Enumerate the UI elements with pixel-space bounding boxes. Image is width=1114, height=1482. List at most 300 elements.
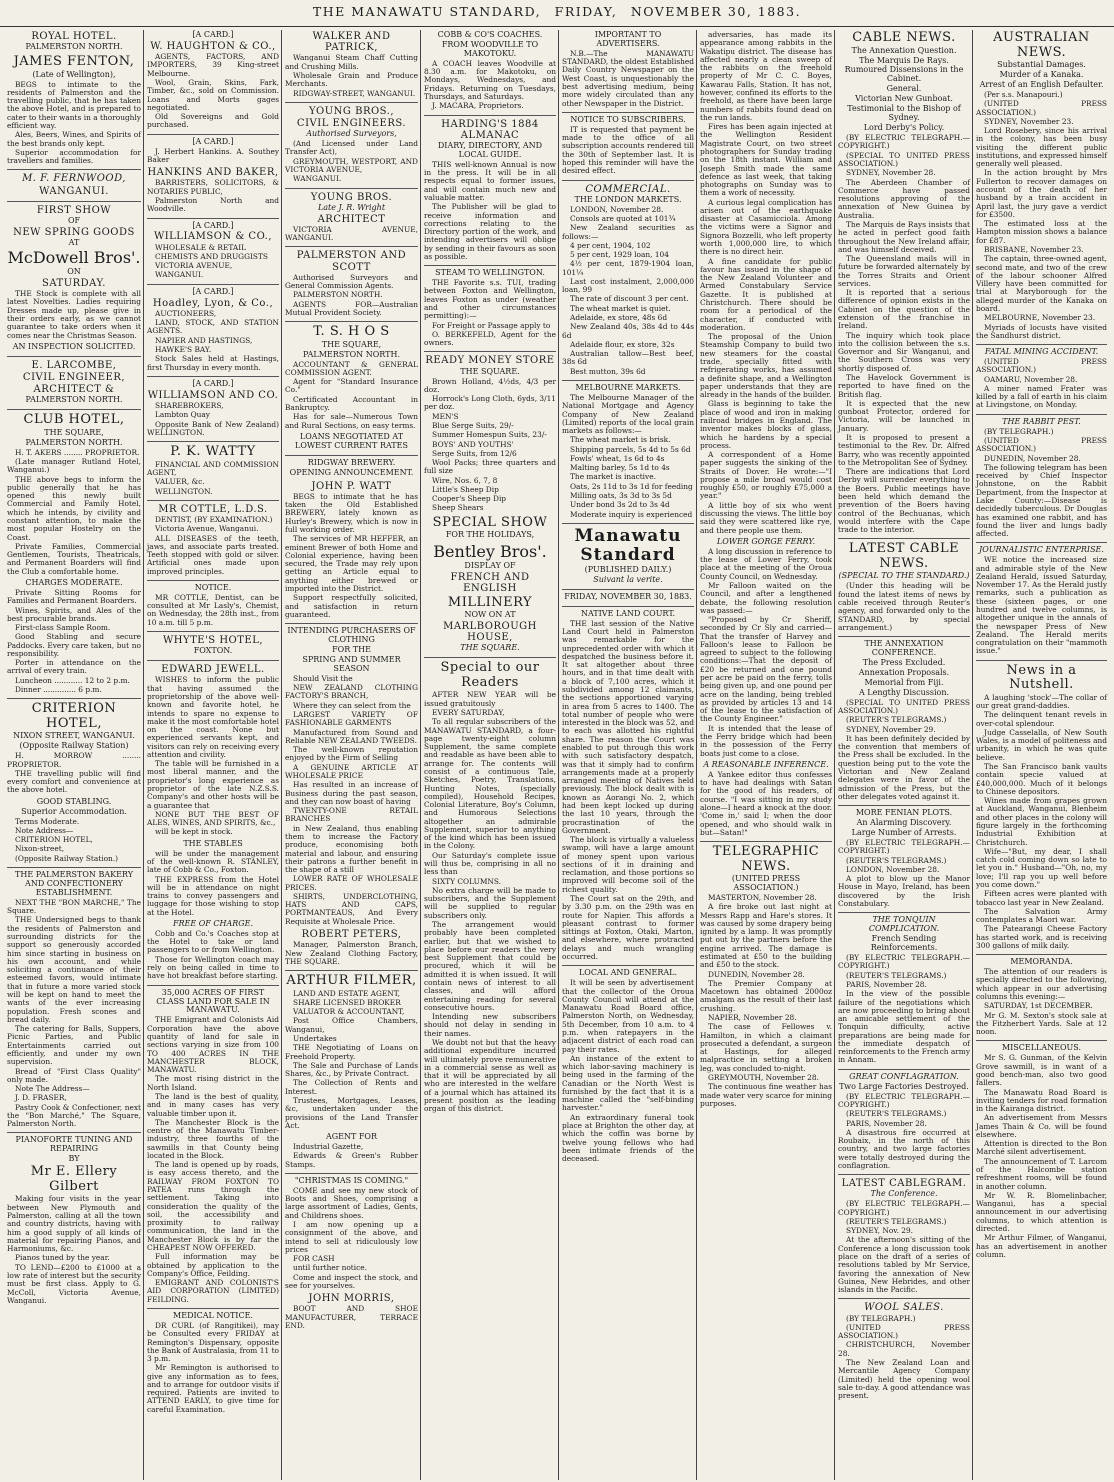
article-block [7, 702, 141, 794]
headline: LATEST CABLEGRAM. [841, 1178, 967, 1190]
paragraph: (REUTER'S TELEGRAMS.) [846, 1109, 947, 1119]
paragraph: The most rising district in the North Island. [147, 1074, 279, 1092]
paragraph: Agent for "Standard Insurance Co." [285, 377, 418, 395]
headline: FOR THE HOLIDAYS, [445, 530, 535, 540]
headline: Special to our Readers [440, 660, 540, 690]
paragraph: BEGS to intimate to the residents of Palmerston and the travelling public, that he has taken the above Hotel, and is prepared to cater to their wants in a thoroughly efficient way. [7, 79, 141, 131]
article-block [7, 173, 141, 201]
paragraph: Luncheon ............ 12 to 2 p.m. [15, 675, 130, 685]
article-block [976, 1044, 1107, 1259]
paragraph: Wholesale Grain and Produce Merchants. [285, 70, 418, 89]
paragraph: The Manchester Block is the centre of the Manawatu Timber-industry, three fourths of the sawmills in that County being located in the Block. [147, 1117, 279, 1160]
paragraph: AGENTS, FACTORS, AND IMPORTERS, 39 King-street Melbourne. [147, 52, 279, 78]
paragraph: PARIS, November 28. [846, 1118, 927, 1128]
article-block [147, 989, 279, 1309]
paragraph: A plot to blow up the Manor House in Mayo, Ireland, has been discovered by the Irish Constabulary. [838, 874, 970, 908]
headline: RIDGWAY BREWERY. [307, 457, 396, 467]
paragraph: AGENTS FOR—Australian Mutual Provident Society. [285, 299, 418, 317]
paragraph: (REUTER'S TELEGRAMS.) [846, 715, 947, 725]
paragraph: Little's Sheep Dip [432, 484, 499, 494]
article-block [424, 31, 556, 116]
headline: FOXTON. [193, 646, 233, 656]
paragraph: BRISBANE, November 23. [984, 245, 1084, 255]
paragraph: EVERY SATURDAY, [432, 707, 505, 717]
paragraph: FINANCIAL AND COMMISSION AGENT, [147, 459, 279, 477]
headline: MEMORANDA. [1010, 957, 1073, 967]
paragraph: LARGEST VARIETY OF FASHIONABLE GARMENTS [285, 710, 418, 728]
paragraph: J. MACARA, Proprietors. [432, 101, 524, 111]
headline: AN INSPECTION SOLICITED. [12, 341, 136, 351]
paragraph: Shipping parcels, 5s 4d to 5s 6d [570, 444, 691, 454]
headline: (UNITED PRESS ASSOCIATION.) [731, 874, 801, 893]
paragraph: Should Visit the [293, 673, 353, 683]
article-block [147, 840, 279, 917]
paragraph: THE Stock is complete with all latest Novelties. Ladies requiring Dresses made up, please give in their orders early, as we cannot guarantee to take orders when it comes near the Christmas Season. [7, 289, 141, 340]
headline: CHARGES MODERATE. [25, 577, 123, 587]
article-block [147, 288, 279, 377]
article-block [147, 31, 279, 135]
headline: DIARY, DIRECTORY, AND LOCAL GUIDE. [437, 140, 543, 159]
headline: Annexation Proposals. [858, 667, 950, 677]
paragraph: LAND, STOCK, AND STATION AGENTS. [147, 318, 279, 336]
paragraph: THE Negotiating of Loans on Freehold Property. [285, 1043, 418, 1061]
newspaper-column [835, 30, 973, 1480]
paragraph: (SPECIAL TO UNITED PRESS ASSOCIATION.) [838, 697, 970, 716]
headline: FROM WOODVILLE TO MAKOTOKU. [441, 39, 539, 58]
paragraph: Note The Address— [15, 1084, 90, 1094]
paragraph: SYDNEY, November 29. [846, 724, 936, 734]
paragraph: LONDON, November 28. [846, 864, 940, 874]
headline: THE ANNEXATION CONFERENCE. [864, 639, 944, 658]
paragraph: WHOLESALE & RETAIL [155, 242, 247, 252]
paragraph: SHARE LICENSED BROKER [293, 997, 401, 1007]
article-block [7, 413, 141, 576]
headline: Substantial Damages. [997, 60, 1086, 70]
paragraph: BOYS' AND YOUTHS' [432, 439, 514, 449]
headline: OPENING ANNOUNCEMENT. [289, 467, 414, 477]
article-block [562, 610, 694, 966]
headline: Murder of a Kanaka. [999, 70, 1084, 80]
paragraph: BOOT AND SHOE MANUFACTURER, TERRACE END. [285, 1304, 418, 1330]
paragraph: BARRISTERS, SOLICITORS, & NOTARIES PUBLIC, [147, 178, 279, 196]
headline: ARCHITECT & [33, 384, 115, 396]
article-block [7, 1136, 141, 1305]
paragraph: (BY ELECTRIC TELEGRAPH.—COPYRIGHT.) [838, 953, 970, 971]
headline: Mr E. Ellery Gilbert [30, 1164, 118, 1194]
headline: MR COTTLE, L.D.S. [158, 503, 268, 515]
paragraph: VICTORIA AVENUE, WANGANUI. [285, 224, 418, 243]
article-block [976, 31, 1107, 345]
headline: FRENCH AND ENGLISH [450, 572, 530, 595]
paragraph: Victoria Avenue, Wanganui. [155, 524, 259, 534]
paragraph: The Queensland mails will in future be forwarded alternately by the Torres Straits and Orient services. [838, 254, 970, 288]
headline: JOHN P. WATT [311, 480, 392, 492]
paragraph: Undertakes [293, 1034, 337, 1044]
headline: Late J. R. Wright [317, 202, 386, 212]
headline: HANKINS AND BAKER, [147, 167, 279, 179]
headline: Rumoured Dissensions in the Cabinet. [844, 65, 964, 84]
headline: News in a Nutshell. [1006, 662, 1077, 693]
paragraph: Ales, Beers, Wines, and Spirits of the best brands only kept. [7, 130, 141, 148]
headline: THE TONQUIN COMPLICATION. [868, 915, 940, 934]
paragraph: Stock Sales held at Hastings, first Thursday in every month. [147, 354, 279, 372]
headline: COBB & CO'S COACHES. [437, 30, 543, 39]
paragraph: It is proposed to present a testimonial to the Rev. Dr. Alfred Barry, who was recently appointed to the Metropolitan See of Sydney. [838, 432, 970, 467]
paragraph: Milling oats, 3s 3d to 3s 5d [570, 491, 672, 501]
paragraph: Certificated Accountant in Bankruptcy. [285, 394, 418, 413]
article-block [285, 974, 418, 1130]
headline: WILLIAMSON AND CO. [147, 389, 279, 401]
paragraph: Palmerston North and Woodville. [147, 195, 279, 214]
paragraph: CHEMISTS AND DRUGGISTS [155, 251, 268, 261]
headline: FATAL MINING ACCIDENT. [984, 347, 1099, 357]
headline: E. LARCOMBE, [31, 359, 117, 371]
paragraph: The Premier Company at Macetown has obtained 2000oz amalgam as the result of their last crushing. [700, 978, 832, 1013]
paragraph: (SPECIAL TO UNITED PRESS ASSOCIATION.) [838, 150, 970, 168]
paragraph: New Zealand 40s, 38s 4d to 44s 6d [562, 322, 694, 340]
article-block [7, 798, 141, 868]
paragraph: Wanganui Steam Chaff Cutting and Crushing Mills. [285, 53, 418, 71]
article-block [285, 459, 418, 478]
headline: CABLE NEWS. [852, 30, 956, 45]
article-block [838, 1178, 970, 1299]
paragraph: ACCOUNTANT & GENERAL COMMISSION AGENT. [285, 359, 418, 377]
article-block [147, 167, 279, 218]
paragraph: New Zealand securities as follows:— [562, 223, 694, 241]
headline: NOTICE. [194, 582, 232, 592]
paragraph: The inquiry which took place into the collision between the s.s. Governor and Sir Wanganui, and the Southern Cross was very shortly disposed of. [838, 330, 970, 373]
paragraph: WANGANUI. [155, 270, 204, 280]
paragraph: A COACH leaves Woodville at 8.30 a.m. for Makotoku, on Mondays, Wednesdays, and Fridays. Returning on Tuesdays, Thursdays, and Saturdays. [424, 58, 556, 101]
paragraph: Brown Holland, 4½ds, 4/3 per doz. [424, 376, 556, 394]
article-block [424, 355, 556, 512]
paragraph: The San Francisco bank vaults contain specie valued at £40,000,000. Much of it belongs to Chinese depositors. [976, 762, 1107, 796]
paragraph: A laughing 'stock'—The collar of our great grand-daddies. [976, 692, 1107, 711]
paragraph: Serge Suits, from 12/6 [432, 448, 517, 458]
paragraph: It is expected that the new gunboat Protector, ordered for Victoria, will be launched in January. [838, 398, 970, 433]
headline: NATIVE LAND COURT. [580, 608, 676, 618]
paragraph: Best mutton, 39s 6d [570, 366, 646, 376]
headline: LOANS NEGOTIATED AT LOWEST CURRENT RATES [295, 431, 408, 450]
paragraph: The services of MR HEFFER, an eminent Brewer of both Home and Colonial experience, having been secured, the Trade may rely upon getting an Article equal to anything either brewed or imported into the District. [285, 534, 418, 593]
paragraph: Mr Falloon waited on the Council, and after a lengthened debate, the following resolution was passed:— [700, 580, 832, 615]
headline: BY [68, 1154, 80, 1164]
paragraph: Fires has been again injected at the Wellington Resident Magistrate Court, on two street photographers for Sunday trading on the 18th instant. William and Joseph Smith made the same defence as last week, that taking photographs on Sunday was to them a work of necessity. [700, 122, 832, 198]
paragraph: HAWKE'S BAY. [155, 345, 212, 355]
article-block [976, 546, 1107, 660]
headline: A REASONABLE INFERENCE. [703, 759, 829, 769]
paragraph: GREYMOUTH, November 28. [708, 1072, 819, 1082]
paragraph: Those for Wellington coach may rely on being called in time to have hot breakfast before starting. [147, 954, 279, 981]
headline: MEDICAL NOTICE. [173, 1310, 253, 1320]
headline: THE LONDON MARKETS. [574, 194, 682, 204]
paragraph: MELBOURNE, November 23. [984, 313, 1096, 323]
paragraph: For Freight or Passage apply to [432, 320, 551, 330]
paragraph: Wife—"But, my dear, I shall catch cold coming down so late to let you in." Husband—"Oh, no, my love; I'll rap you up well before you come down." [976, 846, 1107, 889]
headline: MELBOURNE MARKETS. [575, 383, 681, 392]
article-block [285, 1177, 418, 1290]
paragraph: The Patearangi Cheese Factory has started work, and is receiving 300 gallons of milk daily. [976, 924, 1107, 950]
article-block [7, 871, 141, 1133]
headline: Manawatu Standard [574, 525, 682, 565]
headline: T. S. H O S [313, 324, 390, 340]
newspaper-column [4, 30, 144, 1480]
paragraph: Myriads of locusts have visited the Sandhurst district. [976, 322, 1107, 340]
paragraph: adversaries, has made its appearance among rabbits in the Wakatipu district. The disease has affected nearly a clean sweep of the rabbits on the freehold property of Mr C. C. Boyes, Kawarau Falls, Station. It has not, however, confined its efforts to the freehold, as there have been large numbers of rabbits found dead on the run lands. [700, 30, 832, 122]
headline: CLUB HOTEL, [23, 412, 125, 428]
paragraph: will be under the management of the well-known R. STANLEY, late of Cobb & Co., Foxton. [147, 848, 279, 875]
paragraph: in New Zealand, thus enabling them to increase the Factory produce, economising both material and labour, and ensuring their patrons a further benefit in the shape of a still [285, 823, 418, 875]
paragraph: (BY ELECTRIC TELEGRAPH.—COPYRIGHT.) [838, 1199, 970, 1217]
article-block [147, 584, 279, 632]
article-block [838, 542, 970, 637]
headline: AGENT FOR [325, 1132, 378, 1142]
headline: AUSTRALIAN NEWS. [993, 30, 1090, 60]
paragraph: Wool, Grain, Skins, Fark, Timber, &c., sold on Commission. Loans and Morts gages negotiated. [147, 77, 279, 112]
paragraph: 4½ per cent, 1879-1904 loan, 101¼ [562, 259, 694, 277]
paragraph: The case of Fellowes v. Hamilton, in which a claimant prosecuted a defendant, a surgeon at Hastings, for alleged malpractice in setting a broken leg, was concluded to-night. [700, 1022, 832, 1073]
paragraph: WELLINGTON. [155, 486, 213, 496]
paragraph: ALL DISEASES of the teeth, jaws, and associate parts treated. Teeth stopped with gold or silver. Artificial ones made upon improved principles. [147, 533, 279, 576]
paragraph: A Yankee editor thus confesses to have had dealings with Satan for the good of his readers, of course. "I was sitting in my study alone—I heard a knock at the door. 'Come in,' said I; when the door opened, and who should walk in but—Satan!" [700, 769, 832, 837]
headline: THE SQUARE, [321, 339, 382, 349]
paragraph: Mr S. G. Gunman, of the Kelvin Grove sawmill, is in want of a good bench-man, also two good fallers. [976, 1053, 1107, 1088]
paragraph: Consols are quoted at 101¾ [570, 213, 676, 223]
headline: The Marquis De Rays. [859, 55, 949, 65]
paragraph: (Under this heading will be found the latest items of news by cable received through Reuter's agency, and forwarded only to the STANDARD, by special arrangement.) [838, 581, 970, 632]
paragraph: Lambton Quay [155, 410, 210, 420]
paragraph: The Marquis de Rays insists that he acted in perfect good faith throughout the New Ireland affair, and was himself deceived. [838, 219, 970, 254]
paragraph: IT is requested that payment be made to the office of all subscription accounts rendered till the 30th of September last. It is hoped this reminder will have the desired effect. [562, 124, 694, 176]
headline: JOHN MORRIS, [308, 1293, 395, 1305]
paragraph: Mr G. M. Sexton's stock sale at the Fitzherbert Yards. Sale at 12 noon. [976, 1010, 1107, 1037]
headline: MILLINERY [447, 594, 533, 610]
headline: NEW SPRING GOODS [13, 226, 135, 238]
headline: FOR THE [332, 645, 371, 655]
paragraph: Post Office Chambers, Wanganui, [285, 1016, 418, 1034]
headline: NIXON STREET, WANGANUI. [13, 731, 135, 741]
paragraph: MEN'S [432, 411, 459, 421]
paragraph: Cobb and Co.'s Coaches stop at the Hotel to take or land passengers to or from Wellington. [147, 928, 279, 955]
paragraph: Opposite Bank of New Zealand) WELLINGTON. [147, 419, 279, 437]
paragraph: In the view of the possible failure of the negotiations which are now proceeding to bring about an amicable settlement of the Tonquin difficulty, active preparations are being made for the immediate despatch of reinforcements to the French army in Annam. [838, 989, 970, 1065]
article-block [424, 516, 556, 541]
paragraph: FOR CASH [293, 1254, 335, 1264]
column-container [4, 30, 1110, 1480]
paragraph: Our Saturday's complete issue will thus be, comprising in all no less than [424, 850, 556, 877]
headline: HARDING'S 1884 ALMANAC [441, 118, 539, 141]
headline: Large Number of Arrests. [851, 828, 957, 838]
paragraph: Malting barley, 5s 1d to 4s [570, 463, 670, 473]
article-block [285, 1133, 418, 1174]
headline: The Annexation Question. [851, 45, 957, 55]
article-block [285, 106, 418, 189]
headline: ARCHITECT [317, 213, 386, 225]
paragraph: Fowls' wheat, 1s 6d to 4s [570, 453, 665, 463]
headline: CIVIL ENGINEER, [22, 371, 126, 383]
paragraph: (REUTER'S TELEGRAMS.) [846, 970, 947, 980]
headline: WILLIAMSON & CO., [153, 231, 273, 243]
article-block [700, 761, 832, 842]
paragraph: CHRISTCHURCH, November 28. [838, 1340, 970, 1358]
paragraph: GREYMOUTH, WESTPORT, AND VICTORIA AVENUE, [285, 156, 418, 174]
headline: WALKER AND PATRICK, [312, 31, 391, 54]
paragraph: SYDNEY, Nov. 29. [846, 1226, 914, 1236]
article-block [838, 916, 970, 1069]
paragraph: Summer Homespun Suits, 23/- [432, 430, 547, 440]
headline: GOOD STABLING. [36, 796, 112, 806]
headline: MORE FENIAN PLOTS. [855, 808, 953, 818]
headline: M. F. FERNWOOD, [22, 173, 126, 185]
paragraph: Under bond 3s 2d to 3s 4d [570, 500, 670, 510]
headline: PALMERSTON AND SCOTT [296, 250, 407, 273]
paragraph: It is intended that the lease of the Ferry bridge which had been in the possession of the Ferry boats just come to a close. [700, 723, 832, 758]
article-block [147, 504, 279, 581]
paragraph: EMIGRANT AND COLONIST'S AID CORPORATION (LIMITED) FEILDING. [147, 1278, 279, 1304]
paragraph: BEGS to intimate that he has taken the Old Established BREWERY, lately known as Hurley's Brewery, which is now in full working order. [285, 491, 418, 535]
paragraph: Attention is directed to the Bon Marché silent advertisement. [976, 1139, 1107, 1157]
paragraph: A correspondent of a Home paper suggests the sinking of the Straits of Dover. He wrote:—"I propose a mile broad would cost roughly £50, or roughly £75,000 a year." [700, 450, 832, 501]
paragraph: Terms Moderate. [15, 816, 80, 826]
paragraph: PARIS, November 28. [846, 979, 927, 989]
paragraph: Good Stabling and secure Paddocks. Every care taken, but no responsibility. [7, 632, 141, 658]
headline: Superior Accommodation. [21, 806, 127, 816]
paragraph: MASTERTON, November 28. [708, 893, 817, 903]
paragraph: The well-known reputation enjoyed by the Firm of Selling [285, 745, 418, 763]
paragraph: The Sale and Purchase of Lands Shares, &c., by Private Contract. [285, 1060, 418, 1079]
paragraph: The proposal of the Union Steamship Company to build two new steamers for the coastal trade, specially fitted with refrigerating works, has assumed a definite shape, and a Wellington paper understands that they are already in the hands of the builder. [700, 332, 832, 400]
paragraph: (REUTER'S TELEGRAMS.) [846, 1216, 947, 1226]
headline: Victorian New Gunboat. [855, 94, 953, 104]
paragraph: (Opposite Railway Station.) [15, 853, 119, 863]
paragraph: Note Address— [15, 825, 74, 835]
headline: THE PALMERSTON BAKERY AND CONFECTIONERY ESTABLISHMENT. [15, 870, 133, 897]
headline: SATURDAY. [42, 277, 106, 289]
newspaper-column [697, 30, 835, 1480]
paragraph: A disastrous fire occurred at Roubaix, in the north of this country, and two large factories were totally destroyed during the conflagration. [838, 1127, 970, 1170]
article-block [562, 384, 694, 524]
paragraph: Last cost instalment, 2,000,000 loan, 99 [562, 276, 694, 295]
paragraph: (UNITED PRESS ASSOCIATION.) [976, 435, 1107, 454]
headline: MISCELLANEOUS. [1001, 1043, 1082, 1053]
paragraph: Adelaide, ex store, 48s 6d [570, 313, 668, 323]
headline: INTENDING PURCHASERS OF CLOTHING [287, 626, 416, 645]
article-block [7, 31, 141, 52]
article-block [147, 635, 279, 661]
article-block [7, 205, 141, 340]
paragraph: A fine candidate for public favour has issued in the shape of the New Zealand Volunteer and Armed Constabulary Service Gazette. It is published at Christchurch. There should be room for a periodical of the character, if conducted with moderation. [700, 256, 832, 332]
headline: [A CARD.] [192, 220, 234, 230]
paragraph: Australian tallow—Best beef, 38s 6d [562, 349, 694, 367]
headline: THE SQUARE. [460, 643, 520, 653]
paragraph: Making four visits in the year between New Plymouth and Palmerston, calling at all the town and country districts, having with him a good supply of all kinds of material for repairing Pianos, and Harmoniums, &c. [7, 1194, 141, 1254]
paragraph: Come and inspect the stock, and see for yourselves. [285, 1272, 418, 1290]
paragraph: THIS well-known Annual is now in the press. It will be in all respects equal to former issues, and will contain much new and valuable matter. [424, 159, 556, 202]
paragraph: I am now opening up a consignment of the above, and intend to sell at ridiculously low prices [285, 1219, 418, 1254]
paragraph: The catering for Balls, Suppers, Picnic Parties, and Public Entertainments carried out efficiently, and under my own supervision. [7, 1024, 141, 1067]
paragraph: The following telegram has been received by Chief Inspector Johnstone, on the Rabbit Department, from the Inspector at Lake County:—Disease is decidedly tuberculous. Dr Douglas has examined one rabbit, and has found the liver and lungs badly affected. [976, 462, 1107, 539]
headline: COMMERCIAL. [585, 183, 671, 195]
paragraph: THE travelling public will find every comfort and convenience at the above hotel. [7, 768, 141, 795]
article-block [838, 31, 970, 539]
headline: AT [68, 238, 80, 248]
article-block [424, 119, 556, 267]
article-block [424, 269, 556, 352]
article-block [700, 845, 832, 1108]
headline: CRITERION HOTEL, [31, 701, 117, 731]
paragraph: The estimated loss at the Hampton mission shows a balance for £87. [976, 219, 1107, 245]
article-block [562, 593, 694, 607]
article-block [976, 348, 1107, 415]
paragraph: OAMARU, November 28. [984, 374, 1078, 384]
paragraph: Has resulted in an increase of Business during the past season, and they can now boast of having [285, 780, 418, 806]
headline: CIVIL ENGINEERS. [296, 117, 407, 129]
headline: THE SQUARE, [44, 427, 104, 437]
article-block [147, 222, 279, 285]
headline: ROYAL HOTEL. [31, 31, 117, 42]
paragraph: It is reported that a serious difference of opinion exists in the Cabinet on the question of the extension of the franchise in Ireland. [838, 288, 970, 331]
headline: FREE OF CHARGE. [172, 918, 254, 928]
paragraph: Mr W. R. Blomelinbacher, Wanganui, has a special announcement in our advertising columns, to which attention is directed. [976, 1190, 1107, 1233]
headline: SPECIAL SHOW [432, 514, 548, 530]
paragraph: NEXT THE "BON MARCHE," The Square. [7, 897, 141, 916]
paragraph: Pianos tuned by the year. [15, 1253, 110, 1263]
paragraph: RIDGWAY-STREET, WANGANUI. [293, 88, 416, 98]
headline: JOURNALISTIC ENTERPRISE. [979, 545, 1104, 555]
article-block [562, 527, 694, 590]
paragraph: Old Sovereigns and Gold purchased. [147, 112, 279, 130]
paragraph: LAND AND ESTATE AGENT, [293, 988, 400, 998]
headline: Hoadley, Lyon, & Co., [152, 297, 274, 309]
paragraph: Has for sale—Numerous Town and Rural Sections, on easy terms. [285, 412, 418, 430]
headline: ARTHUR FILMER, [286, 973, 417, 989]
paragraph: A curious legal complication has arisen out of the earthquake disaster at Casamicciola. Among the victims were a Signor and Signora Bozzelli, who left property worth 1,000,000 lire, to which there is no direct heir. [700, 197, 832, 257]
paragraph: 5 per cent, 1929 loan, 104 [570, 250, 669, 260]
paragraph: At the afternoon's sitting of the Conference a long discussion took place on the draft of a series of resolutions tabled by Mr Service, favoring the annexation of New Guinea, New Hebrides, and other islands in the Pacific. [838, 1235, 970, 1295]
article-block [285, 192, 418, 248]
paragraph: Manufactured from Sound and Reliable NEW ZEALAND TWEEDS. [285, 727, 418, 745]
headline: LOCAL AND GENERAL. [578, 968, 678, 978]
paragraph: Cooper's Sheep Dip [432, 494, 507, 504]
paragraph: MR COTTLE, Dentist, can be consulted at Mr Lasly's, Chemist, on Wednesday, the 28th inst., from 10 a.m. till 5 p.m. [147, 592, 279, 627]
paragraph: The wheat market is brisk. [570, 435, 671, 445]
newspaper-column [421, 30, 559, 1480]
paragraph: Private Sitting Rooms for Families and Permanent Boarders. [7, 587, 141, 606]
paragraph: Dinner .............. 6 p.m. [15, 685, 102, 695]
paragraph: A fire broke out last night at Messrs Rapp and Hare's stores. It was caused by some drapery being ignited by a lamp. It was promptly put out by the partners before the engine arrived. The damage is estimated at £50 to the building and £50 to the stock. [700, 902, 832, 970]
headline: GREAT CONFLAGRATION. [849, 1071, 959, 1081]
article-block [7, 343, 141, 357]
article-block [562, 116, 694, 181]
paragraph: An instance of the extent to which labor-saving machinery is being used in the farming of the Canadian or the North West is furnished by the fact that it is a machine called the "self-binding harvester." [562, 1053, 694, 1113]
headline: PALMERSTON NORTH. [25, 437, 123, 447]
paragraph: In the action brought by Mrs Fullerton to recover damages on account of the death of her husband by a train accident in April last, the jury gave a verdict for £3500. [976, 168, 1107, 219]
headline: Authorised Surveyors, [306, 129, 397, 139]
paragraph: We doubt not but that the heavy additional expenditure incurred will ultimately prove remunerative in a commercial sense as well as that it will be appreciated by all who are interested in the welfare of a journal which has attained its present position as the leading organ of this district. [424, 1037, 556, 1114]
paragraph: An extraordinary funeral took place at Brighton the other day, at which the coffin was borne by twelve young fellows who had been intimate friends of the deceased. [562, 1112, 694, 1164]
headline: PIANOFORTE TUNING AND REPAIRING [15, 1135, 133, 1154]
paragraph: Manager, Palmerston Branch, New Zealand Clothing Factory, THE SQUARE. [285, 940, 418, 966]
headline: (SPECIAL TO THE STANDARD.) [838, 571, 970, 581]
paragraph: The Salvation Army contemplates a Maori war. [976, 906, 1107, 925]
headline: [A CARD.] [192, 136, 234, 146]
headline: DISPLAY OF [464, 561, 516, 571]
paragraph: CRITERION HOTEL, [15, 835, 93, 845]
headline: READY MONEY STORE [425, 355, 555, 367]
paragraph: (BY TELEGRAPH.) [984, 426, 1054, 436]
paragraph: The Aberdeen Chamber of Commerce have passed resolutions approving of the annexation of New Guinea by Australia. [838, 177, 970, 220]
paragraph: Wines made from grapes grown at Auckland, Wanganui, Blenheim and other places in the colony will figure largely in the forthcoming Industrial Exhibition at Christchurch. [976, 796, 1107, 847]
